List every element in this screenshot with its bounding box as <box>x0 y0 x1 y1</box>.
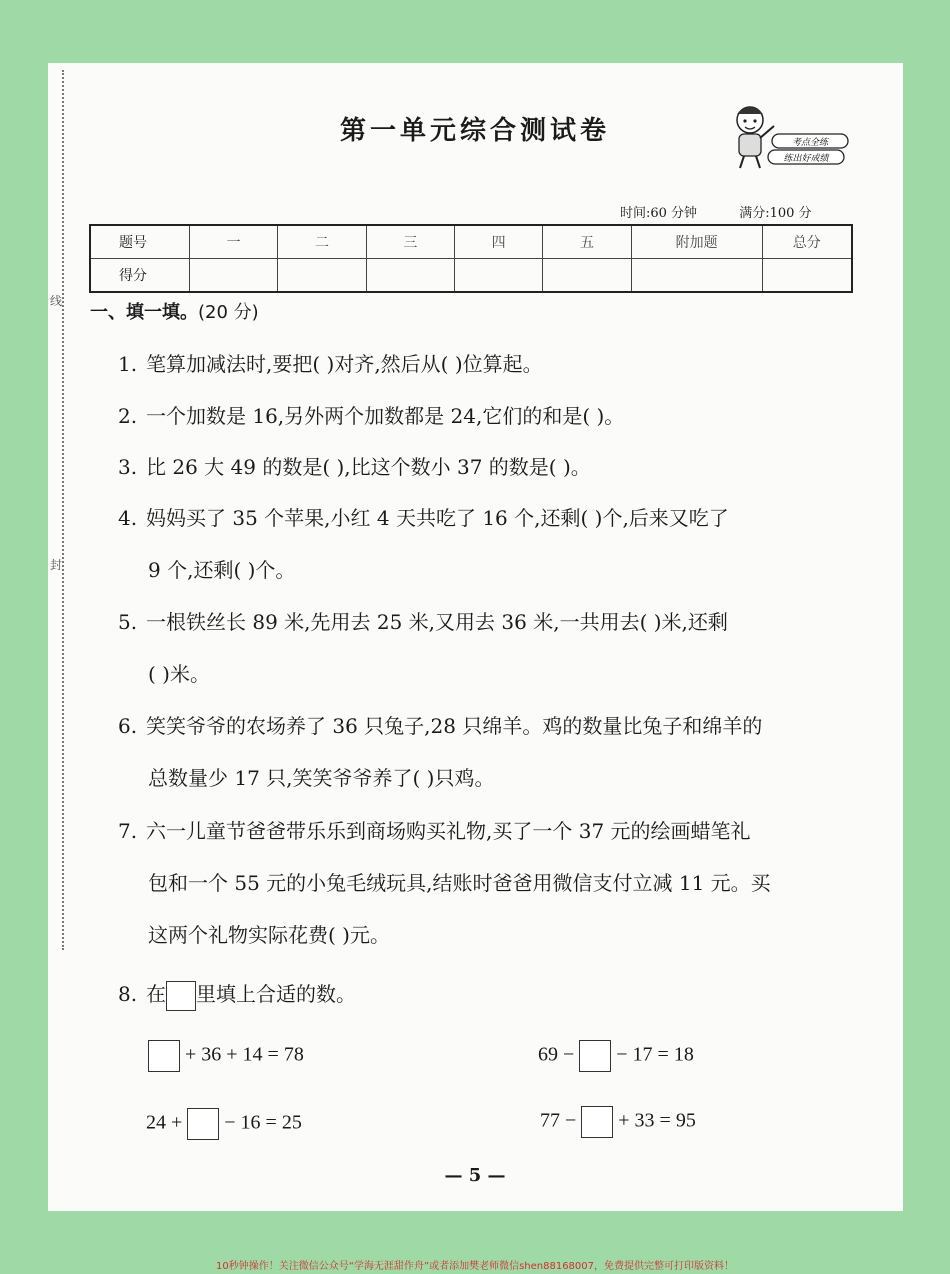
question-2: 2. 一个加数是 16,另外两个加数都是 24,它们的和是( )。 <box>118 404 625 428</box>
question-1: 1. 笔算加减法时,要把( )对齐,然后从( )位算起。 <box>118 352 543 376</box>
question-4-text-1: 妈妈买了 35 个苹果,小红 4 天共吃了 16 个,还剩( )个,后来又吃了 <box>146 506 729 530</box>
score-input-cell[interactable] <box>631 259 762 293</box>
question-5-text-2: ( )米。 <box>148 662 210 686</box>
score-table-header-row <box>90 225 852 259</box>
mascot-logo <box>722 100 852 170</box>
footer-promo-text: 10秒钟操作！关注微信公众号“学海无涯甜作舟”或者添加樊老师微信shen88168007，免费提供完整可打印版资料！ <box>215 1261 735 1272</box>
question-7: 7. 六一儿童节爸爸带乐乐到商场购买礼物,买了一个 37 元的绘画蜡笔礼 <box>118 819 751 843</box>
question-1-text: 笔算加减法时,要把( )对齐,然后从( )位算起。 <box>146 352 543 376</box>
answer-box-3[interactable] <box>187 1108 219 1140</box>
answer-box-4[interactable] <box>581 1106 613 1138</box>
score-row-label: 得分 <box>90 259 190 293</box>
answer-box-example <box>166 981 196 1011</box>
binding-dotted-line <box>62 70 64 950</box>
score-col-3: 三 <box>366 225 454 259</box>
score-input-cell[interactable] <box>190 259 278 293</box>
score-col-total: 总分 <box>762 225 852 259</box>
answer-box-1[interactable] <box>148 1040 180 1072</box>
question-7-text-1: 六一儿童节爸爸带乐乐到商场购买礼物,买了一个 37 元的绘画蜡笔礼 <box>146 819 751 843</box>
question-5-text-1: 一根铁丝长 89 米,先用去 25 米,又用去 36 米,一共用去( )米,还剩 <box>146 610 728 634</box>
question-3: 3. 比 26 大 49 的数是( ),比这个数小 37 的数是( )。 <box>118 455 591 479</box>
question-8-pre: 在 <box>146 982 166 1006</box>
section-title: 一、填一填。 <box>90 302 198 323</box>
question-7-text-3: 这两个礼物实际花费( )元。 <box>148 923 390 947</box>
equation-4: 77 − + 33 = 95 <box>540 1106 696 1138</box>
score-input-cell[interactable] <box>366 259 454 293</box>
section-points: (20 分) <box>198 302 259 323</box>
section-heading <box>90 298 259 324</box>
mascot-text-2: 练出好成绩 <box>783 154 829 164</box>
question-6-text-2: 总数量少 17 只,笑笑爷爷养了( )只鸡。 <box>148 766 495 790</box>
question-5: 5. 一根铁丝长 89 米,先用去 25 米,又用去 36 米,一共用去( )米,还剩 <box>118 610 728 634</box>
question-3-text: 比 26 大 49 的数是( ),比这个数小 37 的数是( )。 <box>146 455 591 479</box>
side-mark-seal: 封 <box>50 558 63 572</box>
question-4: 4. 妈妈买了 35 个苹果,小红 4 天共吃了 16 个,还剩( )个,后来又吃了 <box>118 506 729 530</box>
score-table-score-row <box>90 259 852 293</box>
score-table <box>89 224 853 293</box>
score-col-2: 二 <box>278 225 366 259</box>
score-input-cell[interactable] <box>454 259 542 293</box>
score-col-1: 一 <box>190 225 278 259</box>
score-col-5: 五 <box>543 225 631 259</box>
page-number: — 5 — <box>444 1165 506 1186</box>
time-limit: 时间:60 分钟 <box>620 206 698 221</box>
side-mark-line: 线 <box>50 294 63 308</box>
page-title: 第一单元综合测试卷 <box>339 116 610 146</box>
question-6: 6. 笑笑爷爷的农场养了 36 只兔子,28 只绵羊。鸡的数量比兔子和绵羊的 <box>118 714 763 738</box>
question-4-text-2: 9 个,还剩( )个。 <box>148 558 296 582</box>
equation-1: + 36 + 14 = 78 <box>148 1040 304 1072</box>
equation-2: 69 − − 17 = 18 <box>538 1040 694 1072</box>
question-6-text-1: 笑笑爷爷的农场养了 36 只兔子,28 只绵羊。鸡的数量比兔子和绵羊的 <box>146 714 763 738</box>
answer-box-2[interactable] <box>579 1040 611 1072</box>
score-input-cell[interactable] <box>762 259 852 293</box>
full-score: 满分:100 分 <box>739 206 812 221</box>
score-cell-label: 题号 <box>90 225 190 259</box>
question-2-text: 一个加数是 16,另外两个加数都是 24,它们的和是( )。 <box>146 404 625 428</box>
mascot-text-1: 考点全练 <box>791 138 829 148</box>
question-7-text-2: 包和一个 55 元的小兔毛绒玩具,结账时爸爸用微信支付立减 11 元。买 <box>148 871 771 895</box>
score-input-cell[interactable] <box>543 259 631 293</box>
score-col-bonus: 附加题 <box>631 225 762 259</box>
question-8-post: 里填上合适的数。 <box>196 982 356 1006</box>
exam-meta <box>620 202 850 221</box>
question-8: 8. 在 里填上合适的数。 <box>118 978 356 1011</box>
score-input-cell[interactable] <box>278 259 366 293</box>
score-col-4: 四 <box>454 225 542 259</box>
equation-3: 24 + − 16 = 25 <box>146 1108 302 1140</box>
